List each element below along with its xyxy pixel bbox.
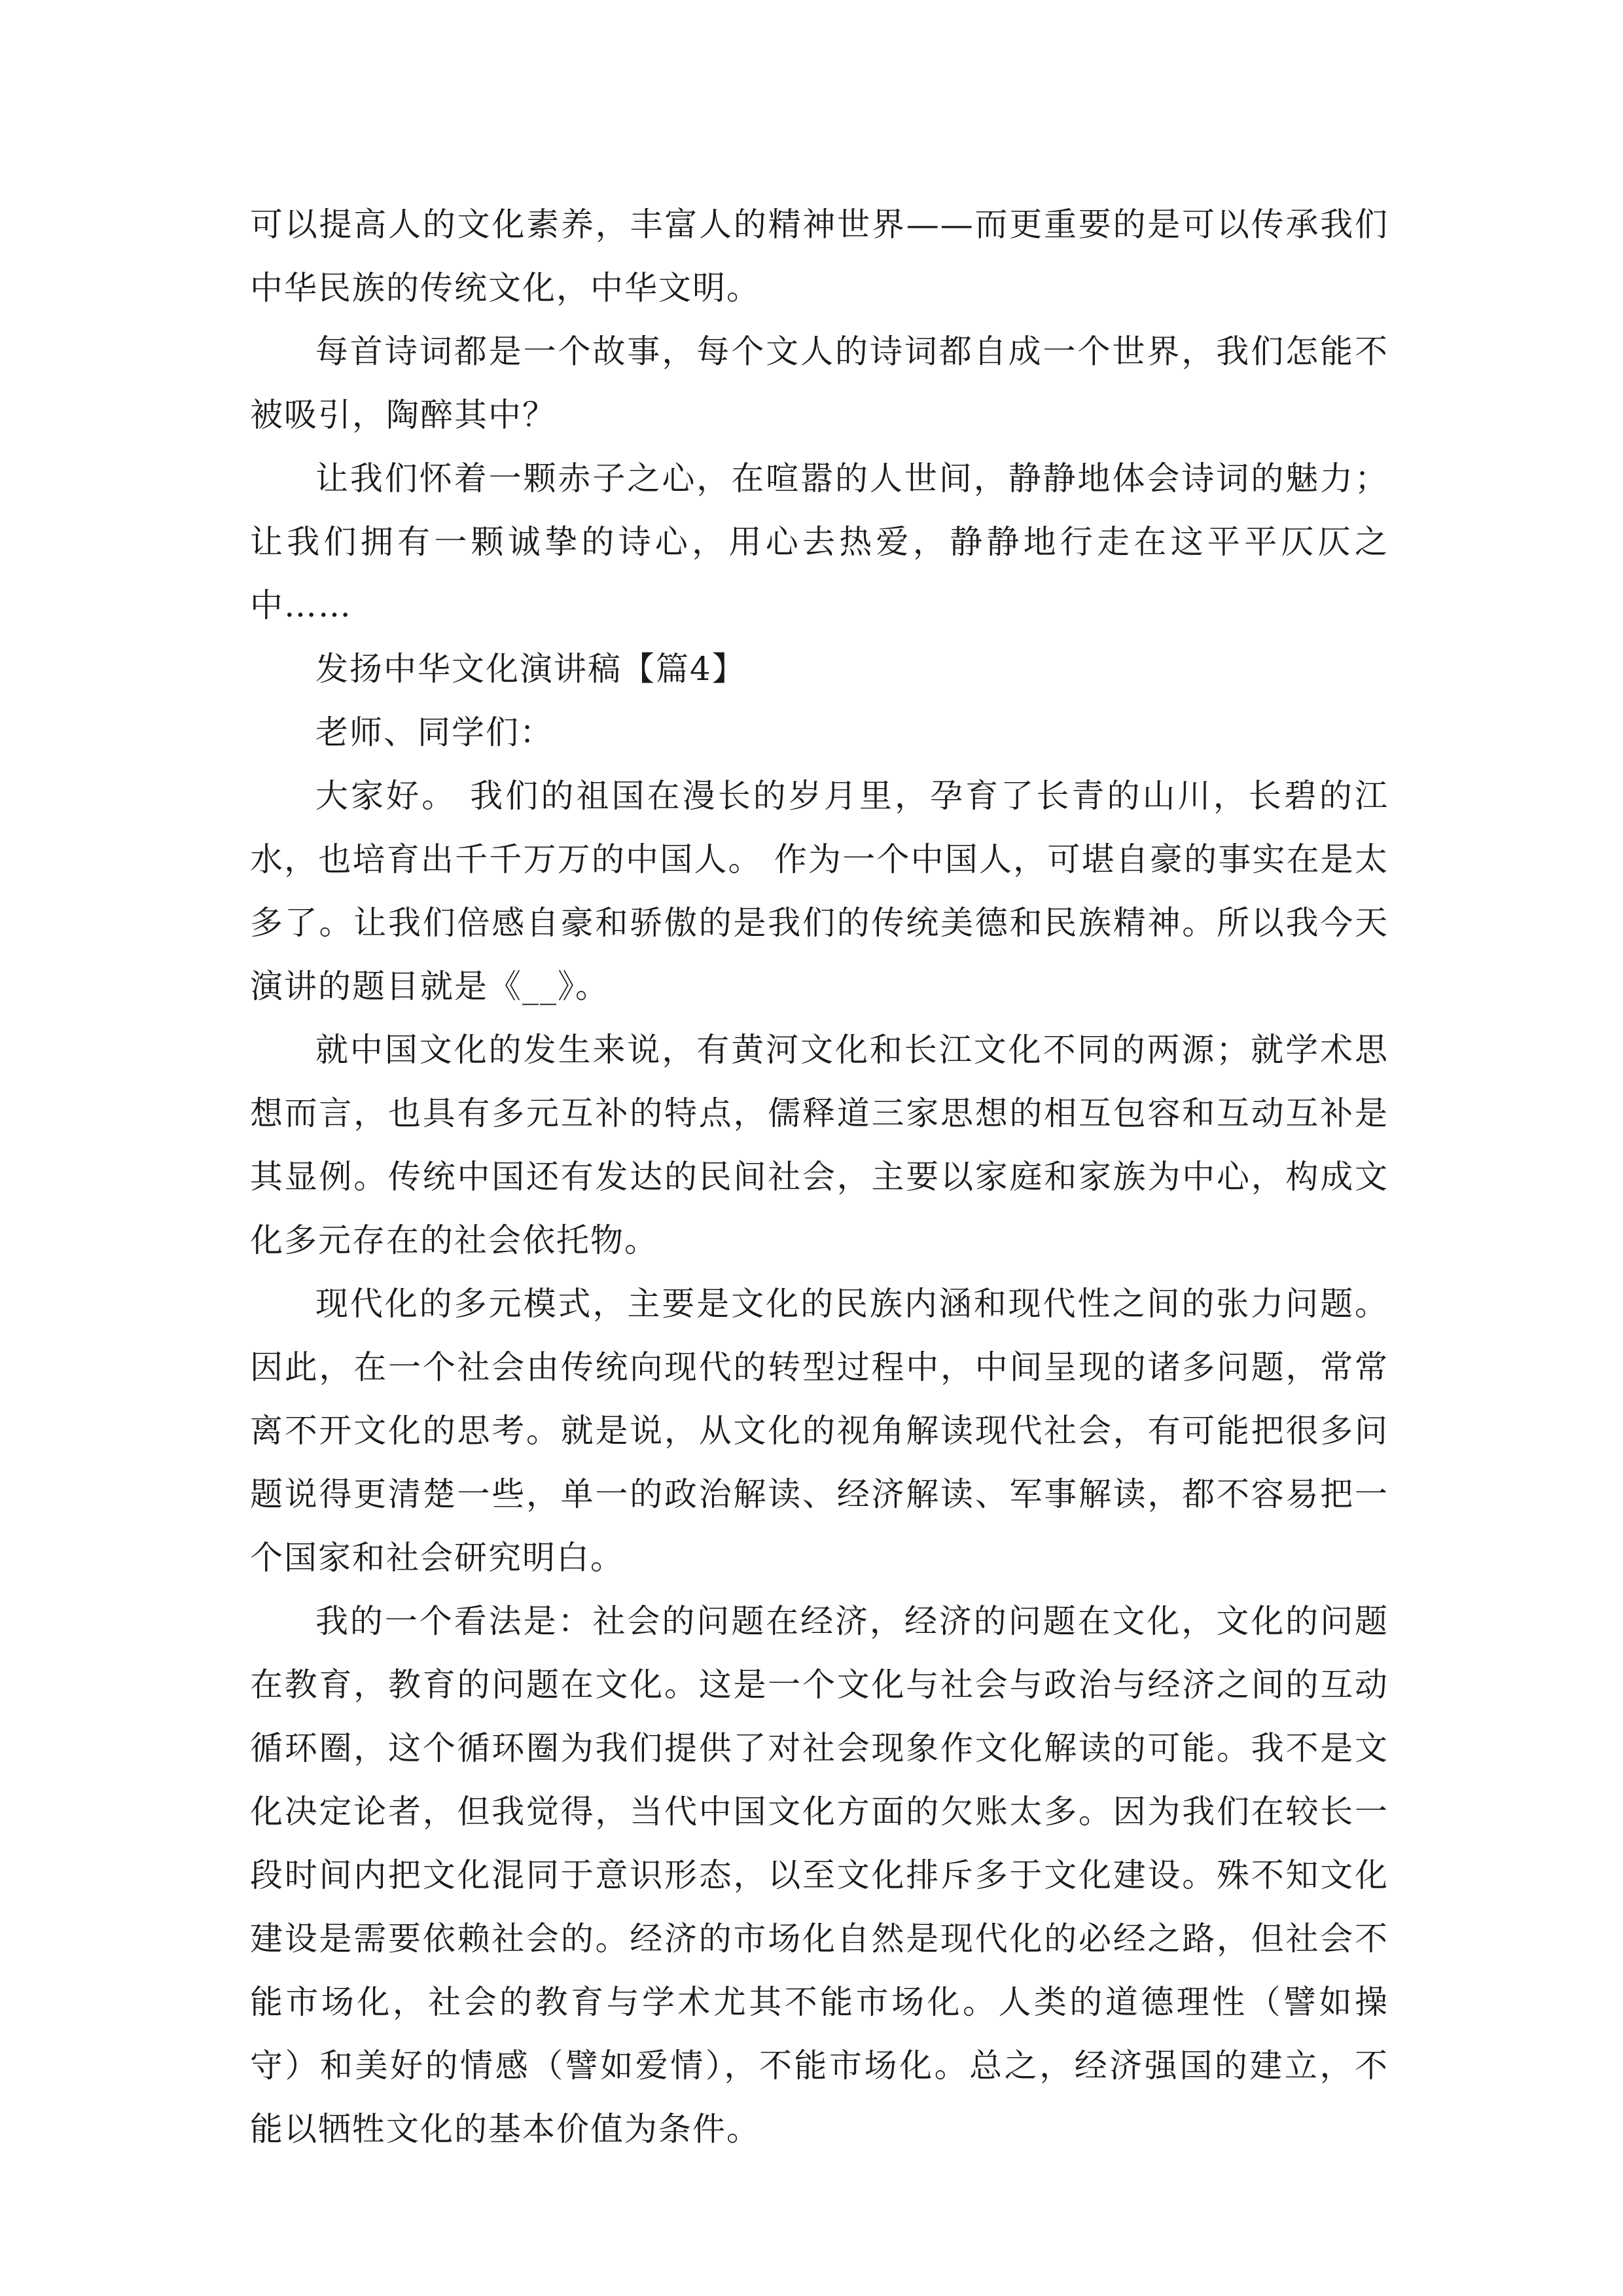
paragraph: 每首诗词都是一个故事，每个文人的诗词都自成一个世界，我们怎能不被吸引，陶醉其中？ [250,332,1389,434]
paragraph: 可以提高人的文化素养，丰富人的精神世界——而更重要的是可以传承我们中华民族的传统文化，中华文明。 [250,206,1389,307]
section-heading: 发扬中华文化演讲稿【篇4】 [315,650,746,688]
salutation: 老师、同学们： [315,713,554,751]
paragraph: 现代化的多元模式，主要是文化的民族内涵和现代性之间的张力问题。因此，在一个社会由传统向现代的转型过程中，中间呈现的诸多问题，常常离不开文化的思考。就是说，从文化的视角解读现代社会，有可能把很多问题说得更清楚一些，单一的政治解读、经济解读、军事解读，都不容易把一个国家和社会研究明白。 [250,1285,1389,1577]
paragraph: 我的一个看法是：社会的问题在经济，经济的问题在文化，文化的问题在教育，教育的问题在文化。这是一个文化与社会与政治与经济之间的互动循环圈，这个循环圈为我们提供了对社会现象作文化解读的可能。我不是文化决定论者，但我觉得，当代中国文化方面的欠账太多。因为我们在较长一段时间内把文化混同于意识形态，以至文化排斥多于文化建设。殊不知文化建设是需要依赖社会的。经济的市场化自然是现代化的必经之路，但社会不能市场化，社会的教育与学术尤其不能市场化。人类的道德理性（譬如操守）和美好的情感（譬如爱情），不能市场化。总之，经济强国的建立，不能以牺牲文化的基本价值为条件。 [250,1602,1389,2148]
paragraph: 大家好。 我们的祖国在漫长的岁月里，孕育了长青的山川，长碧的江水，也培育出千千万万的中国人。 作为一个中国人，可堪自豪的事实在是太多了。让我们倍感自豪和骄傲的是我们的传统美德和民族精神。所以我今天演讲的题目就是《__》。 [250,777,1389,1005]
paragraph: 让我们怀着一颗赤子之心，在喧嚣的人世间，静静地体会诗词的魅力；让我们拥有一颗诚挚的诗心，用心去热爱，静静地行走在这平平仄仄之中…… [250,459,1389,624]
paragraph: 就中国文化的发生来说，有黄河文化和长江文化不同的两源；就学术思想而言，也具有多元互补的特点，儒释道三家思想的相互包容和互动互补是其显例。传统中国还有发达的民间社会，主要以家庭和家族为中心，构成文化多元存在的社会依托物。 [250,1031,1389,1259]
document-body [250,193,1389,2161]
